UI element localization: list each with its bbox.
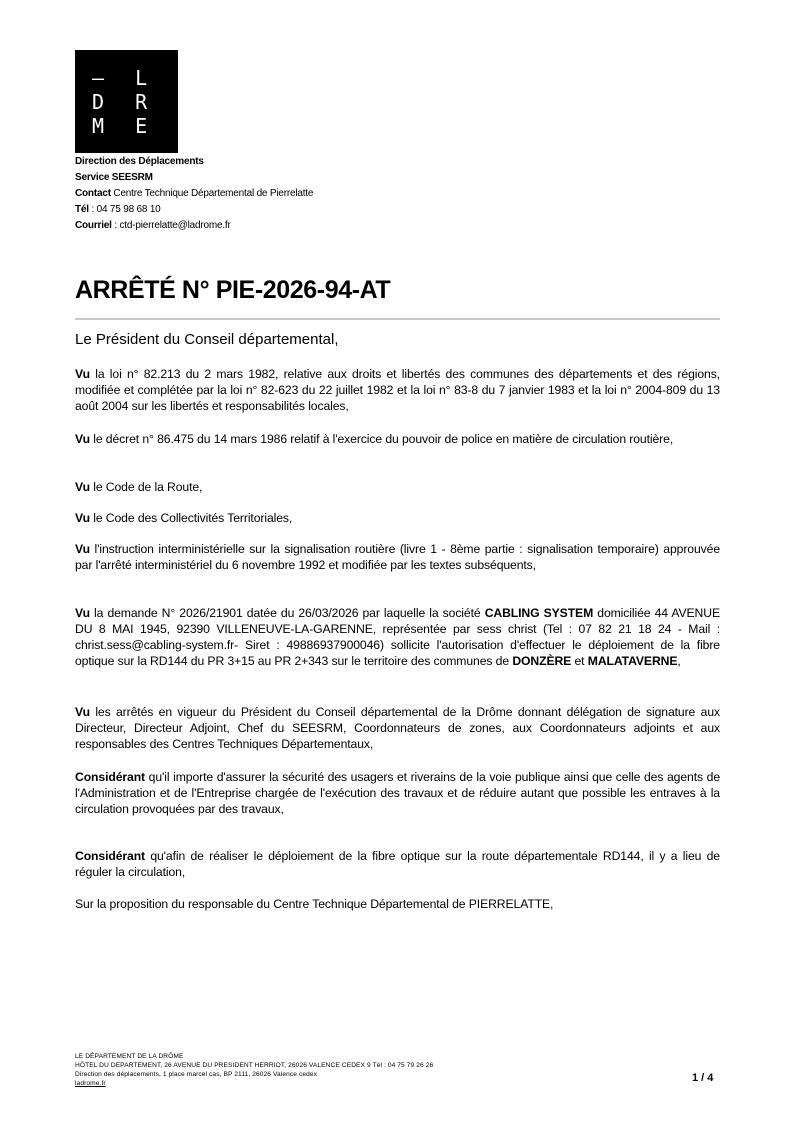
paragraph-9 (75, 848, 720, 880)
footer-website-link[interactable]: ladrome.fr (75, 1080, 106, 1087)
paragraph-text: l'instruction interministérielle sur la signalisation routière (livre 1 - 8ème partie : signalisation temporaire) approuvée par l'arrêté interministériel du 6 novembre 1992 et modifiée par les textes subséquents, (75, 542, 720, 572)
department-logo (75, 50, 200, 153)
tel-value: : 04 75 98 68 10 (91, 204, 161, 215)
paragraph-10 (75, 896, 720, 912)
lead-word: Vu (75, 705, 90, 719)
paragraph-8 (75, 769, 720, 817)
lead-word: Vu (75, 367, 90, 381)
paragraph-text: les arrêtés en vigueur du Président du Conseil départemental de la Drôme donnant délégation de signature aux Directeur, Directeur Adjoint, Chef du SEESRM, Coordonnateurs de zones, aux Coordonnateurs adjoints et aux responsables des Centres Techniques Départementaux, (75, 705, 720, 751)
paragraph-text: domiciliée 44 AVENUE DU 8 MAI 1945, 92390 VILLENEUVE-LA-GARENNE, représentée par sess christ (Tel : 07 82 21 18 24 - Mail : christ.sess@cabling-system.fr- Siret : 49886937900046) sollicite l'autorisation d'effectuer le déploiement de la fibre optique sur la RD144 du PR 3+15 au PR 2+343 sur le territoire des communes de (75, 606, 720, 668)
lead-word: Vu (75, 480, 90, 494)
contact-block (75, 154, 313, 234)
paragraph-3 (75, 479, 720, 495)
punctuation: , (677, 654, 681, 668)
logo-line-2: D R O (92, 90, 200, 114)
lead-word: Vu (75, 542, 90, 556)
paragraph-1 (75, 366, 720, 414)
footer-line-3: Direction des déplacements, 1 place marcel cas, BP 2111, 26026 Valence cedex (75, 1071, 318, 1078)
tel-label: Tél (75, 204, 89, 215)
lead-word: Vu (75, 606, 90, 620)
contact-value: Centre Technique Départemental de Pierrelatte (113, 188, 314, 199)
paragraph-6 (75, 605, 720, 669)
paragraph-4 (75, 510, 720, 526)
document-title: ARRÊTÉ N° PIE-2026-94-AT (75, 276, 391, 304)
paragraph-text: le décret n° 86.475 du 14 mars 1986 relatif à l'exercice du pouvoir de police en matière de circulation routière, (93, 432, 674, 446)
paragraph-text: le Code de la Route, (93, 480, 203, 494)
service-name: Service SEESRM (75, 172, 153, 183)
company-name: CABLING SYSTEM (484, 606, 594, 620)
title-divider (75, 318, 720, 320)
paragraph-text: la loi n° 82.213 du 2 mars 1982, relative aux droits et libertés des communes des départements et des régions, modifiée et complétée par la loi n° 82-623 du 22 juillet 1982 et la loi n° 83-8 du 7 janvier 1983 et la loi n° 2004-809 du 13 août 2004 sur les libertés et responsabilités locales, (75, 367, 720, 413)
paragraph-text: la demande N° 2026/21901 datée du 26/03/2026 par laquelle la société (94, 606, 481, 620)
logo-line-1: — L A (92, 66, 200, 90)
conjunction: et (574, 654, 585, 668)
footer (75, 1052, 433, 1088)
lead-word: Vu (75, 511, 90, 525)
paragraph-text: qu'afin de réaliser le déploiement de la fibre optique sur la route départementale RD144, il y a lieu de réguler la circulation, (75, 849, 720, 879)
email-value: : ctd-pierrelatte@ladrome.fr (114, 220, 231, 231)
contact-label: Contact (75, 188, 111, 199)
paragraph-2 (75, 431, 720, 447)
lead-word: Considérant (75, 849, 146, 863)
paragraph-text: Sur la proposition du responsable du Centre Technique Départemental de PIERRELATTE, (75, 897, 554, 911)
direction-name: Direction des Déplacements (75, 156, 204, 167)
lead-word: Vu (75, 432, 90, 446)
footer-line-2: HÔTEL DU DEPARTEMENT, 26 AVENUE DU PRESIDENT HERRIOT, 26026 VALENCE CEDEX 9 Tél : 04 75 79 26 26 (75, 1062, 434, 1069)
footer-line-1: LE DÉPARTEMENT DE LA DRÔME (75, 1053, 184, 1060)
paragraph-text: le Code des Collectivités Territoriales, (93, 511, 293, 525)
lead-word: Considérant (75, 770, 146, 784)
commune-name: DONZÈRE (512, 654, 572, 668)
paragraph-text: qu'il importe d'assurer la sécurité des usagers et riverains de la voie publique ainsi que celle des agents de l'Administration et de l'Entreprise chargée de l'exécution des travaux et de réduire autant que possible les entraves à la circulation provoquées par des travaux, (75, 770, 720, 816)
commune-name: MALATAVERNE (587, 654, 678, 668)
page-indicator: 1 / 4 (692, 1072, 714, 1084)
logo-line-3: M E — (92, 114, 200, 138)
paragraph-7 (75, 704, 720, 752)
paragraph-5 (75, 541, 720, 573)
email-label: Courriel (75, 220, 112, 231)
president-heading: Le Président du Conseil départemental, (75, 331, 339, 348)
